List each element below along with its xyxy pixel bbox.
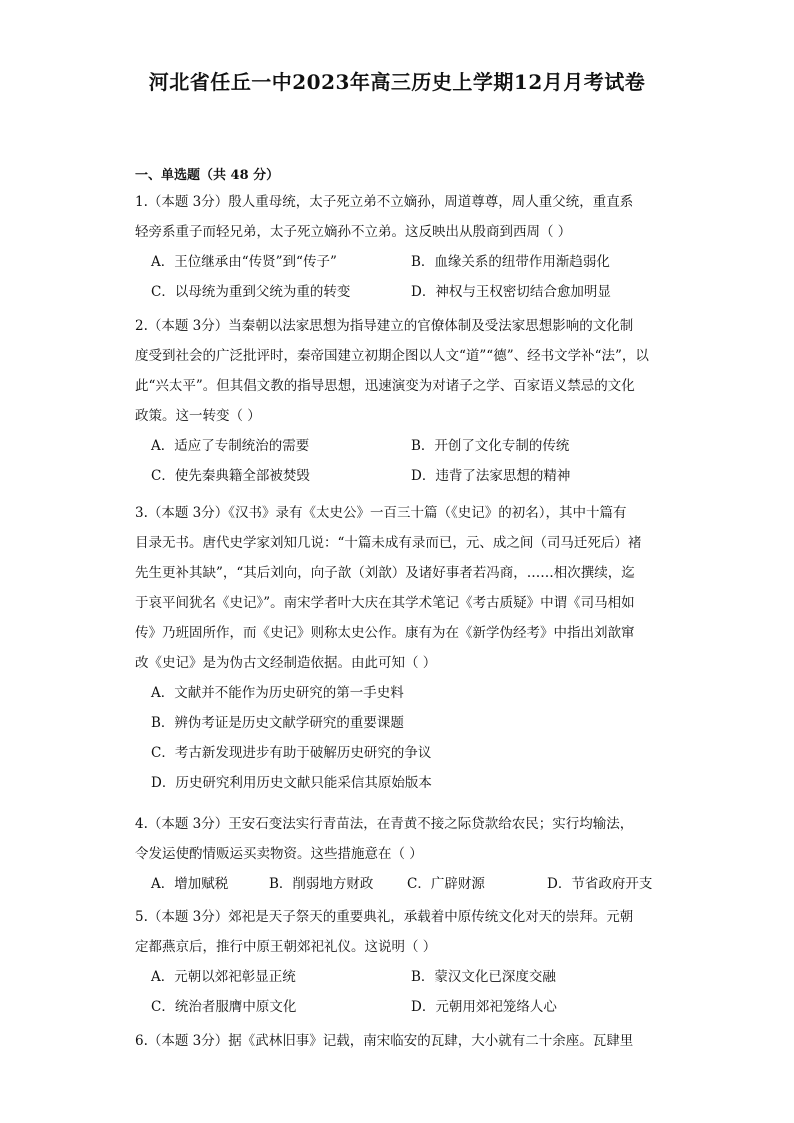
option-c: C．统治者服膺中原文化 — [151, 999, 297, 1015]
question-text: 于哀平间犹名《史记》”。南宋学者叶大庆在其学术笔记《考古质疑》中谓《司马相如 — [135, 595, 635, 611]
question-text: 4.（本题 3分）王安石变法实行青苗法，在青黄不接之际贷款给农民；实行均输法， — [135, 816, 634, 832]
option-a: A．增加赋税 — [151, 876, 229, 892]
question-text: 3.（本题 3分）《汉书》录有《太史公》一百三十篇（《史记》的初名），其中十篇有 — [135, 505, 627, 521]
option-d: D．历史研究利用历史文献只能采信其原始版本 — [151, 775, 432, 791]
question-6 — [135, 1026, 665, 1056]
option-c: C．广辟财源 — [407, 876, 485, 892]
option-c: C．使先秦典籍全部被焚毁 — [151, 468, 310, 484]
option-a: A．元朝以郊祀彰显正统 — [151, 969, 296, 985]
question-4 — [135, 809, 665, 899]
options — [151, 962, 665, 1022]
section-heading: 一、单选题（共 48 分） — [135, 168, 280, 183]
question-3 — [135, 498, 665, 798]
option-b: B．削弱地方财政 — [269, 876, 374, 892]
option-d: D．神权与王权密切结合愈加明显 — [411, 284, 611, 300]
option-a: A．文献并不能作为历史研究的第一手史料 — [151, 685, 404, 701]
option-c: C．以母统为重到父统为重的转变 — [151, 284, 351, 300]
question-text: 令发运使酌情贩运买卖物资。这些措施意在（ ） — [135, 846, 423, 862]
question-text: 此“兴太平”。但其倡文教的指导思想，迅速演变为对诸子之学、百家语义禁忌的文化 — [135, 378, 635, 394]
option-b: B．辨伪考证是历史文献学研究的重要课题 — [151, 715, 404, 731]
option-a: A．适应了专制统治的需要 — [151, 438, 310, 454]
question-text: 6.（本题 3分）据《武林旧事》记载，南宋临安的瓦肆，大小就有二十余座。瓦肆里 — [135, 1033, 634, 1049]
question-text: 传》乃班固所作，而《史记》则称太史公作。康有为在《新学伪经考》中指出刘歆窜 — [135, 625, 635, 641]
option-b: B．血缘关系的纽带作用渐趋弱化 — [411, 254, 610, 270]
options — [151, 869, 665, 899]
options — [151, 678, 665, 798]
option-d: D．元朝用郊祀笼络人心 — [411, 999, 557, 1015]
question-text: 1.（本题 3分）殷人重母统，太子死立弟不立嫡孙，周道尊尊，周人重父统，重直系 — [135, 194, 634, 210]
exam-title: 河北省任丘一中2023年高三历史上学期12月月考试卷 — [148, 70, 646, 94]
question-1 — [135, 187, 665, 307]
options — [151, 431, 665, 491]
question-5 — [135, 902, 665, 1022]
question-2 — [135, 311, 665, 491]
question-text: 轻旁系重子而轻兄弟，太子死立嫡孙不立弟。这反映出从殷商到西周（ ） — [135, 224, 572, 240]
option-b: B．蒙汉文化已深度交融 — [411, 969, 556, 985]
question-text: 政策。这一转变（ ） — [135, 408, 261, 424]
option-a: A．王位继承由“传贤”到“传子” — [151, 254, 337, 270]
question-text: 度受到社会的广泛批评时，秦帝国建立初期企图以人文“道”“德”、经书文学补“法”，以 — [135, 348, 649, 364]
options — [151, 247, 665, 307]
question-text: 定都燕京后，推行中原王朝郊祀礼仪。这说明（ ） — [135, 939, 437, 955]
question-text: 先生更补其缺”，“其后刘向，向子歆（刘歆）及诸好事者若冯商，……相次撰续，迄 — [135, 565, 635, 581]
option-d: D．节省政府开支 — [547, 876, 653, 892]
question-text: 2.（本题 3分）当秦朝以法家思想为指导建立的官僚体制及受法家思想影响的文化制 — [135, 318, 634, 334]
option-b: B．开创了文化专制的传统 — [411, 438, 570, 454]
question-text: 改《史记》是为伪古文经制造依据。由此可知（ ） — [135, 655, 437, 671]
option-c: C．考古新发现进步有助于破解历史研究的争议 — [151, 745, 432, 761]
option-d: D．违背了法家思想的精神 — [411, 468, 571, 484]
question-text: 5.（本题 3分）郊祀是天子祭天的重要典礼，承载着中原传统文化对天的崇拜。元朝 — [135, 909, 634, 925]
question-text: 目录无书。唐代史学家刘知几说：“十篇未成有录而已，元、成之间（司马迁死后）褚 — [135, 535, 642, 551]
